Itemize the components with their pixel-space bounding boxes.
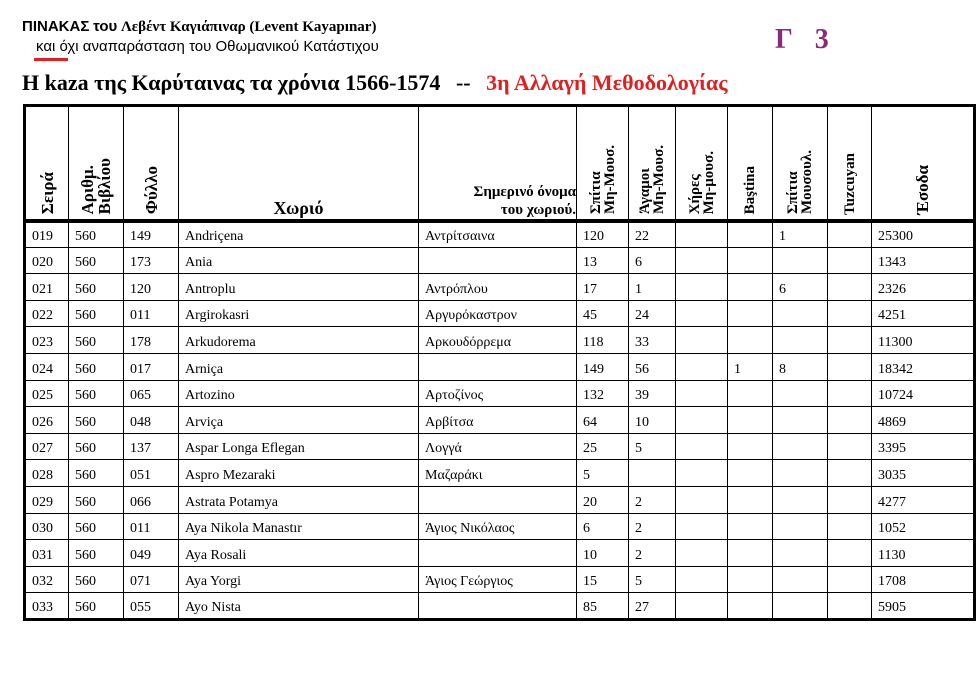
cell-tuzcuyan	[828, 540, 872, 567]
col-header-bastina: Baştina	[728, 106, 773, 221]
cell-unmarried: 24	[629, 300, 676, 327]
cell-widows	[676, 407, 728, 434]
cell-serial: 023	[25, 327, 69, 354]
cell-modern: Αντρόπλου	[419, 274, 577, 301]
cell-unmarried: 1	[629, 274, 676, 301]
cell-houses: 5	[577, 460, 629, 487]
cell-tuzcuyan	[828, 486, 872, 513]
table-row	[25, 380, 975, 407]
pinakas-label: ΠΙΝΑΚΑΣ	[22, 18, 90, 35]
cell-folio: 017	[124, 353, 179, 380]
cell-village: Artozino	[179, 380, 419, 407]
cell-folio: 065	[124, 380, 179, 407]
cell-unmarried: 5	[629, 433, 676, 460]
cell-muslim-houses	[773, 300, 828, 327]
cell-widows	[676, 566, 728, 593]
cell-income: 25300	[872, 221, 975, 248]
cell-modern: Αρβίτσα	[419, 407, 577, 434]
cell-bastina	[728, 274, 773, 301]
cell-serial: 019	[25, 221, 69, 248]
cell-tuzcuyan	[828, 566, 872, 593]
cell-village: Aya Nikola Manastır	[179, 513, 419, 540]
cell-book: 560	[69, 247, 124, 274]
col-header-tuzcuyan: Tuzcuyan	[828, 106, 872, 221]
cell-bastina	[728, 540, 773, 567]
cell-tuzcuyan	[828, 433, 872, 460]
cell-serial: 022	[25, 300, 69, 327]
cell-income: 3035	[872, 460, 975, 487]
cell-houses: 85	[577, 593, 629, 620]
cell-income: 2326	[872, 274, 975, 301]
cell-folio: 066	[124, 486, 179, 513]
col-header-muslim-houses: Σπίτια Μουσουλ.	[773, 106, 828, 221]
cell-village: Ania	[179, 247, 419, 274]
cell-widows	[676, 540, 728, 567]
cell-village: Aspar Longa Eflegan	[179, 433, 419, 460]
cell-bastina	[728, 300, 773, 327]
cell-bastina	[728, 407, 773, 434]
cell-muslim-houses: 1	[773, 221, 828, 248]
cell-tuzcuyan	[828, 300, 872, 327]
cell-village: Arkudorema	[179, 327, 419, 354]
cell-houses: 13	[577, 247, 629, 274]
cell-widows	[676, 300, 728, 327]
cell-muslim-houses	[773, 407, 828, 434]
cell-muslim-houses: 6	[773, 274, 828, 301]
cell-book: 560	[69, 593, 124, 620]
cell-modern: Αρτοζίνος	[419, 380, 577, 407]
cell-modern: Λογγά	[419, 433, 577, 460]
table-row	[25, 247, 975, 274]
cell-income: 11300	[872, 327, 975, 354]
cell-income: 1130	[872, 540, 975, 567]
cell-book: 560	[69, 327, 124, 354]
cell-unmarried: 2	[629, 486, 676, 513]
cell-tuzcuyan	[828, 274, 872, 301]
table-code: Γ 3	[775, 24, 837, 55]
cell-income: 4251	[872, 300, 975, 327]
cell-unmarried: 56	[629, 353, 676, 380]
cell-village: Aspro Mezaraki	[179, 460, 419, 487]
cell-serial: 032	[25, 566, 69, 593]
cell-modern	[419, 593, 577, 620]
header-author-line	[22, 18, 376, 36]
cell-houses: 45	[577, 300, 629, 327]
cell-book: 560	[69, 353, 124, 380]
cell-muslim-houses	[773, 513, 828, 540]
cell-village: Arniça	[179, 353, 419, 380]
cell-widows	[676, 486, 728, 513]
col-header-unmarried: Άγαμοι Μη-Μουσ.	[629, 106, 676, 221]
table-row	[25, 353, 975, 380]
cell-bastina	[728, 433, 773, 460]
cell-widows	[676, 221, 728, 248]
cell-village: Astrata Potamya	[179, 486, 419, 513]
cell-modern	[419, 540, 577, 567]
col-header-income: Έσοδα	[872, 106, 975, 221]
pinakas-suffix: του	[93, 18, 118, 35]
cell-houses: 6	[577, 513, 629, 540]
cell-unmarried	[629, 460, 676, 487]
cell-muslim-houses	[773, 247, 828, 274]
cell-unmarried: 10	[629, 407, 676, 434]
table-row	[25, 486, 975, 513]
col-header-modern: Σημερινό όνομα του χωριού.	[419, 106, 577, 221]
cell-unmarried: 22	[629, 221, 676, 248]
cell-serial: 033	[25, 593, 69, 620]
cell-modern: Μαζαράκι	[419, 460, 577, 487]
cell-modern	[419, 486, 577, 513]
cell-income: 18342	[872, 353, 975, 380]
table-row	[25, 460, 975, 487]
col-header-village: Χωριό	[179, 106, 419, 221]
cell-widows	[676, 593, 728, 620]
cell-bastina	[728, 513, 773, 540]
cell-widows	[676, 380, 728, 407]
registry-table	[23, 104, 976, 621]
cell-widows	[676, 433, 728, 460]
table-row	[25, 274, 975, 301]
cell-tuzcuyan	[828, 460, 872, 487]
author-name: Λεβέντ Καγιάπιναρ (Levent Kayapınar)	[121, 19, 377, 35]
table-row	[25, 221, 975, 248]
cell-tuzcuyan	[828, 221, 872, 248]
cell-income: 4869	[872, 407, 975, 434]
cell-book: 560	[69, 540, 124, 567]
cell-folio: 011	[124, 300, 179, 327]
cell-book: 560	[69, 300, 124, 327]
cell-income: 3395	[872, 433, 975, 460]
col-header-houses: Σπίτια Μη-Μουσ.	[577, 106, 629, 221]
cell-modern: Άγιος Νικόλαος	[419, 513, 577, 540]
cell-modern	[419, 247, 577, 274]
cell-widows	[676, 327, 728, 354]
table-row	[25, 407, 975, 434]
cell-village: Antroplu	[179, 274, 419, 301]
title-separator: --	[455, 70, 471, 95]
cell-houses: 15	[577, 566, 629, 593]
cell-tuzcuyan	[828, 407, 872, 434]
cell-modern: Αρκουδόρρεμα	[419, 327, 577, 354]
cell-houses: 118	[577, 327, 629, 354]
cell-bastina	[728, 593, 773, 620]
cell-book: 560	[69, 433, 124, 460]
cell-bastina: 1	[728, 353, 773, 380]
cell-income: 1708	[872, 566, 975, 593]
cell-serial: 020	[25, 247, 69, 274]
cell-village: Andriçena	[179, 221, 419, 248]
cell-houses: 20	[577, 486, 629, 513]
cell-village: Aya Yorgi	[179, 566, 419, 593]
cell-muslim-houses	[773, 593, 828, 620]
table-row	[25, 433, 975, 460]
table-row	[25, 327, 975, 354]
cell-folio: 071	[124, 566, 179, 593]
cell-unmarried: 5	[629, 566, 676, 593]
cell-widows	[676, 353, 728, 380]
cell-income: 1343	[872, 247, 975, 274]
col-header-folio: Φύλλο	[124, 106, 179, 221]
cell-folio: 178	[124, 327, 179, 354]
table-row	[25, 593, 975, 620]
cell-tuzcuyan	[828, 327, 872, 354]
cell-folio: 011	[124, 513, 179, 540]
cell-tuzcuyan	[828, 247, 872, 274]
cell-muslim-houses: 8	[773, 353, 828, 380]
cell-serial: 030	[25, 513, 69, 540]
cell-bastina	[728, 566, 773, 593]
cell-serial: 024	[25, 353, 69, 380]
cell-folio: 173	[124, 247, 179, 274]
red-underline	[34, 58, 68, 61]
cell-muslim-houses	[773, 460, 828, 487]
cell-tuzcuyan	[828, 380, 872, 407]
table-row	[25, 513, 975, 540]
cell-modern: Αργυρόκαστρον	[419, 300, 577, 327]
cell-muslim-houses	[773, 327, 828, 354]
cell-modern: Άγιος Γεώργιος	[419, 566, 577, 593]
methodology-label: 3η Αλλαγή Μεθοδολογίας	[486, 70, 728, 95]
cell-widows	[676, 247, 728, 274]
cell-muslim-houses	[773, 566, 828, 593]
cell-houses: 149	[577, 353, 629, 380]
col-header-serial: Σειρά	[25, 106, 69, 221]
cell-folio: 055	[124, 593, 179, 620]
cell-book: 560	[69, 274, 124, 301]
cell-serial: 031	[25, 540, 69, 567]
cell-bastina	[728, 247, 773, 274]
table-row	[25, 300, 975, 327]
cell-bastina	[728, 460, 773, 487]
cell-bastina	[728, 486, 773, 513]
cell-tuzcuyan	[828, 513, 872, 540]
cell-serial: 026	[25, 407, 69, 434]
cell-serial: 025	[25, 380, 69, 407]
cell-houses: 64	[577, 407, 629, 434]
cell-bastina	[728, 380, 773, 407]
cell-tuzcuyan	[828, 593, 872, 620]
header-row	[25, 106, 975, 221]
cell-folio: 049	[124, 540, 179, 567]
table-row	[25, 566, 975, 593]
cell-book: 560	[69, 566, 124, 593]
cell-widows	[676, 460, 728, 487]
cell-book: 560	[69, 460, 124, 487]
cell-folio: 149	[124, 221, 179, 248]
cell-village: Arviça	[179, 407, 419, 434]
cell-book: 560	[69, 486, 124, 513]
cell-income: 4277	[872, 486, 975, 513]
cell-houses: 25	[577, 433, 629, 460]
cell-book: 560	[69, 380, 124, 407]
cell-houses: 10	[577, 540, 629, 567]
cell-book: 560	[69, 221, 124, 248]
cell-widows	[676, 274, 728, 301]
table-row	[25, 540, 975, 567]
col-header-book: Αριθμ. Βιβλίου	[69, 106, 124, 221]
cell-modern	[419, 353, 577, 380]
cell-serial: 028	[25, 460, 69, 487]
cell-muslim-houses	[773, 540, 828, 567]
cell-village: Argirokasri	[179, 300, 419, 327]
cell-widows	[676, 513, 728, 540]
cell-income: 1052	[872, 513, 975, 540]
cell-serial: 029	[25, 486, 69, 513]
title-row	[22, 70, 727, 96]
cell-unmarried: 2	[629, 513, 676, 540]
cell-muslim-houses	[773, 486, 828, 513]
cell-village: Aya Rosali	[179, 540, 419, 567]
cell-muslim-houses	[773, 433, 828, 460]
cell-book: 560	[69, 407, 124, 434]
cell-unmarried: 2	[629, 540, 676, 567]
cell-serial: 027	[25, 433, 69, 460]
cell-folio: 051	[124, 460, 179, 487]
cell-unmarried: 27	[629, 593, 676, 620]
cell-unmarried: 6	[629, 247, 676, 274]
cell-book: 560	[69, 513, 124, 540]
cell-modern: Αντρίτσαινα	[419, 221, 577, 248]
page-title: Η kaza της Καρύταινας τα χρόνια 1566-1574	[22, 70, 441, 95]
cell-tuzcuyan	[828, 353, 872, 380]
cell-folio: 048	[124, 407, 179, 434]
header-disclaimer: και όχι αναπαράσταση του Οθωμανικού Κατάστιχου	[36, 38, 379, 55]
cell-unmarried: 39	[629, 380, 676, 407]
cell-muslim-houses	[773, 380, 828, 407]
cell-bastina	[728, 221, 773, 248]
cell-serial: 021	[25, 274, 69, 301]
cell-village: Ayo Nista	[179, 593, 419, 620]
cell-houses: 132	[577, 380, 629, 407]
col-header-widows: Χήρες Μη-μουσ.	[676, 106, 728, 221]
cell-unmarried: 33	[629, 327, 676, 354]
cell-houses: 17	[577, 274, 629, 301]
cell-folio: 120	[124, 274, 179, 301]
cell-houses: 120	[577, 221, 629, 248]
cell-income: 5905	[872, 593, 975, 620]
cell-folio: 137	[124, 433, 179, 460]
cell-income: 10724	[872, 380, 975, 407]
cell-bastina	[728, 327, 773, 354]
